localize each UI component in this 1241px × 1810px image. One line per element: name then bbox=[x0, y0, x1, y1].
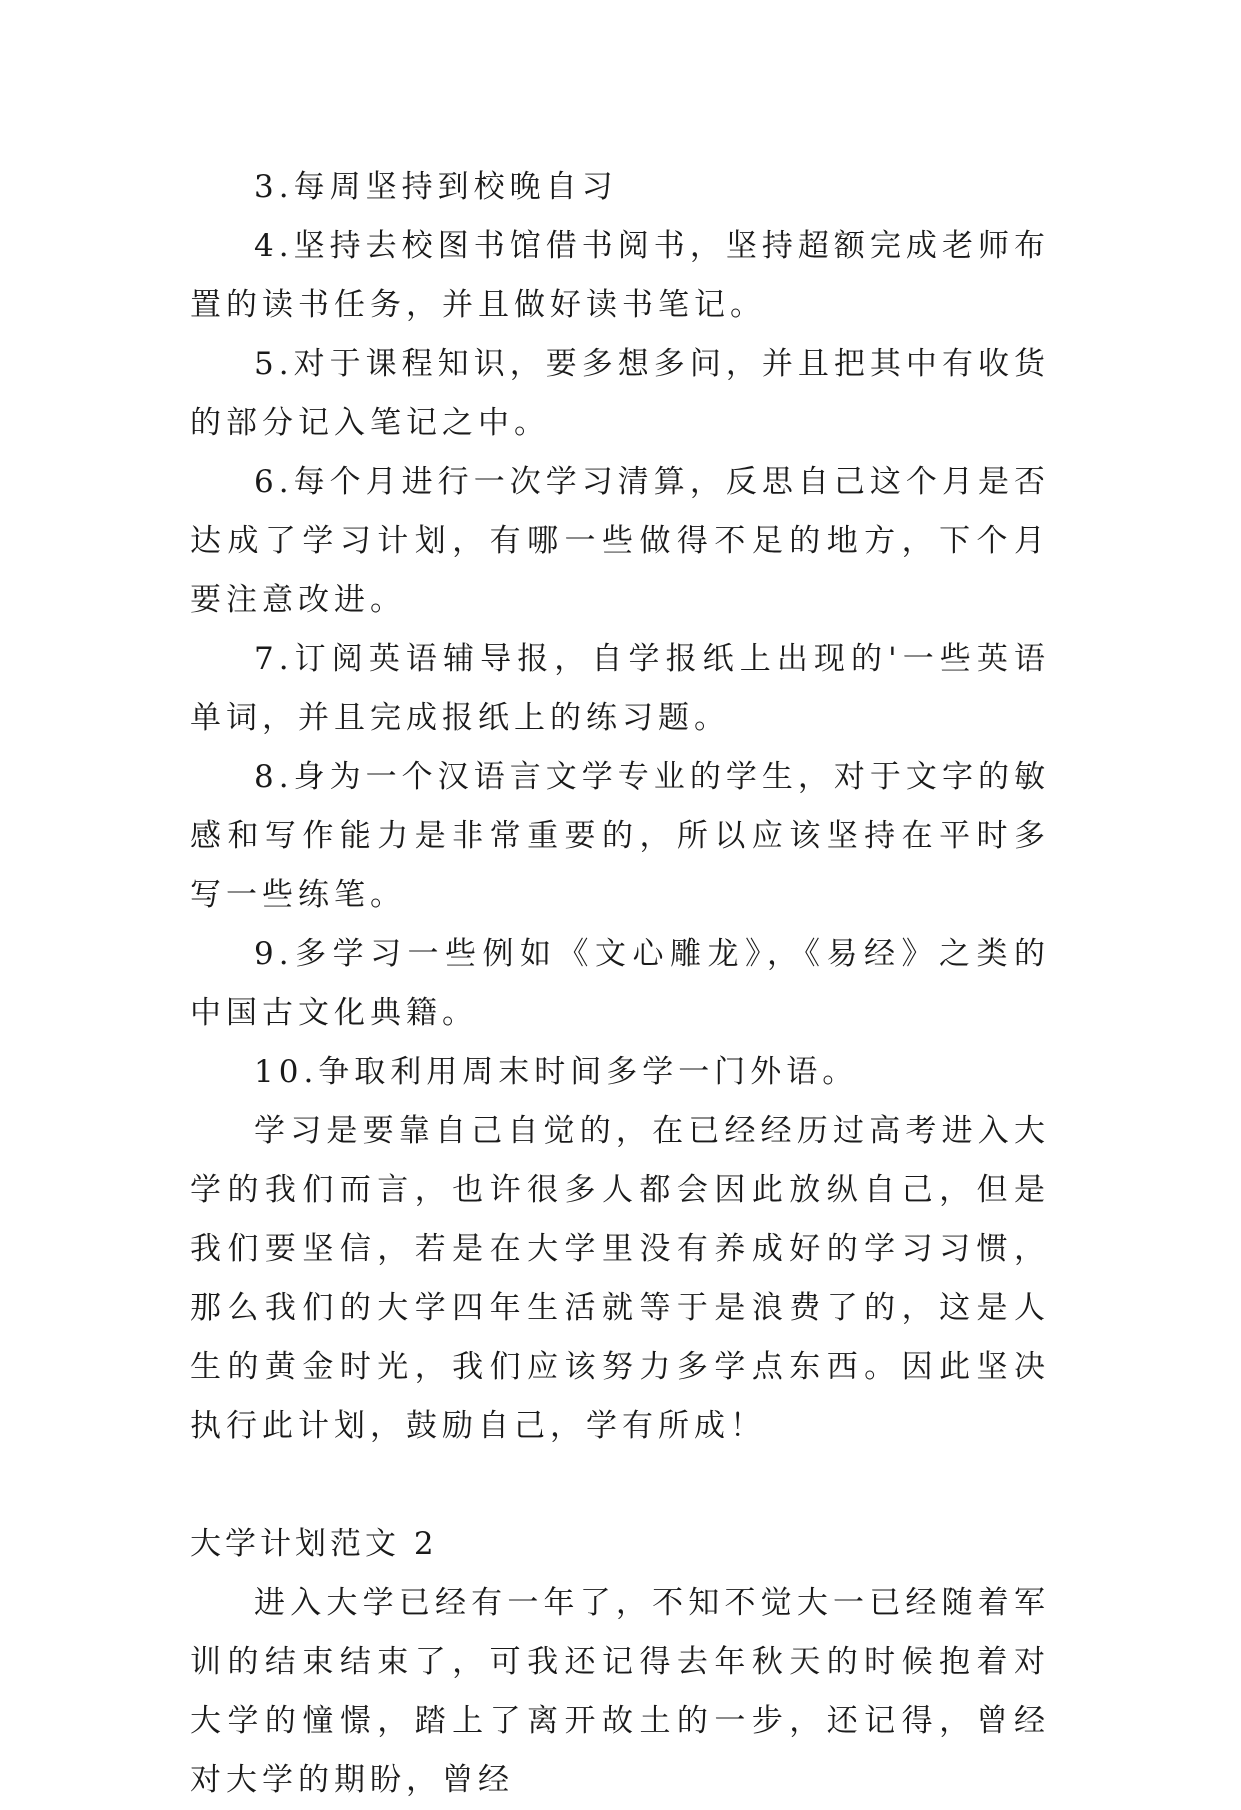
section-spacer bbox=[190, 1456, 1050, 1515]
section-heading: 大学计划范文 2 bbox=[190, 1526, 438, 1562]
conclusion-paragraph: 学习是要靠自己自觉的，在已经经历过高考进入大学的我们而言，也许很多人都会因此放纵自己，但是我们要坚信，若是在大学里没有养成好的学习习惯，那么我们的大学四年生活就等于是浪费了的，这是人生的黄金时光，我们应该努力多学点东西。因此坚决执行此计划，鼓励自己，学有所成！ bbox=[190, 1113, 1050, 1444]
list-item-10: 10.争取利用周末时间多学一门外语。 bbox=[254, 1054, 859, 1090]
list-item-7: 7.订阅英语辅导报，自学报纸上出现的'一些英语单词，并且完成报纸上的练习题。 bbox=[190, 641, 1050, 736]
list-item-3: 3.每周坚持到校晚自习 bbox=[254, 169, 618, 205]
list-item-5: 5.对于课程知识，要多想多问，并且把其中有收货的部分记入笔记之中。 bbox=[190, 346, 1050, 441]
list-item-8: 8.身为一个汉语言文学专业的学生，对于文字的敏感和写作能力是非常重要的，所以应该坚持在平时多写一些练笔。 bbox=[190, 759, 1050, 913]
list-item-9: 9.多学习一些例如《文心雕龙》，《易经》之类的中国古文化典籍。 bbox=[190, 936, 1050, 1031]
list-item-6: 6.每个月进行一次学习清算，反思自己这个月是否达成了学习计划，有哪一些做得不足的地方，下个月要注意改进。 bbox=[190, 464, 1050, 618]
document-body bbox=[190, 158, 1050, 1810]
list-item-4: 4.坚持去校图书馆借书阅书，坚持超额完成老师布置的读书任务，并且做好读书笔记。 bbox=[190, 228, 1050, 323]
intro-paragraph: 进入大学已经有一年了，不知不觉大一已经随着军训的结束结束了，可我还记得去年秋天的时候抱着对大学的憧憬，踏上了离开故土的一步，还记得，曾经对大学的期盼，曾经 bbox=[190, 1585, 1050, 1798]
